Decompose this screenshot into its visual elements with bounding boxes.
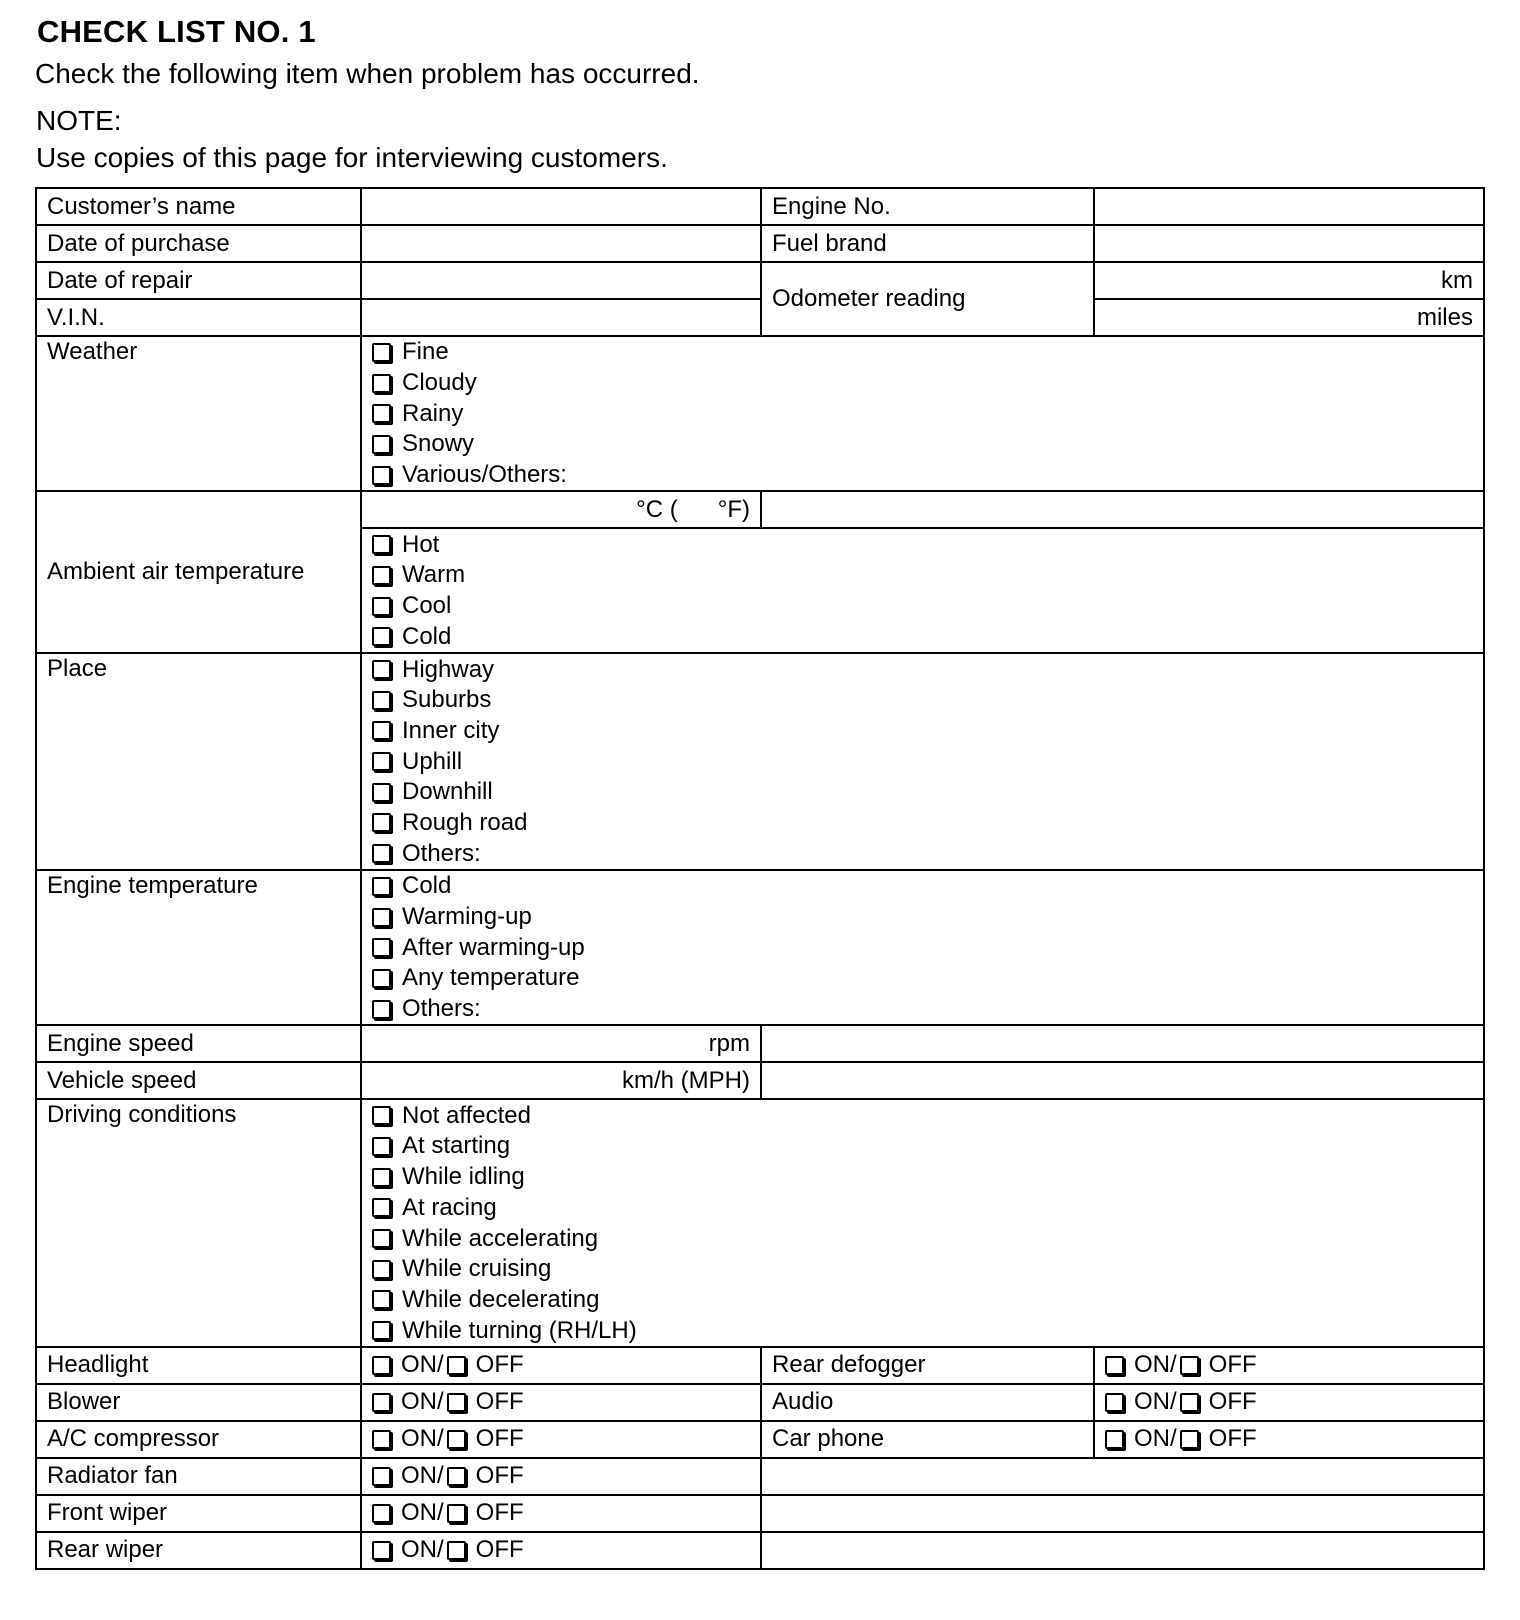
rear-defogger-label: Rear defogger [761,1347,1094,1384]
checkbox-icon[interactable] [372,1000,391,1019]
blower-switch [361,1384,761,1421]
checkbox-icon[interactable] [372,374,391,393]
ambient-option[interactable] [372,529,1473,560]
rear-wiper-label: Rear wiper [36,1532,361,1569]
date-of-repair-label: Date of repair [36,262,361,299]
option-label: Snowy [402,430,475,458]
table-row [36,299,1484,336]
checkbox-icon[interactable] [372,908,391,927]
off-checkbox-icon[interactable] [447,1430,466,1449]
table-row [36,1458,1484,1495]
driving-option[interactable] [372,1162,1473,1193]
headlight-label: Headlight [36,1347,361,1384]
on-label: ON/ [401,1388,444,1416]
off-checkbox-icon[interactable] [447,1467,466,1486]
option-label: Various/Others: [402,461,567,489]
option-label: Rainy [402,399,464,427]
blank-cell [761,1025,1484,1062]
on-checkbox-icon[interactable] [372,1430,391,1449]
checkbox-icon[interactable] [372,1137,391,1156]
driving-option[interactable] [372,1285,1473,1316]
driving-option[interactable] [372,1131,1473,1162]
table-row [36,1495,1484,1532]
engine-temp-option[interactable] [372,994,1473,1025]
page-title: CHECK LIST NO. 1 [37,14,316,49]
option-label: Not affected [402,1101,531,1129]
on-label: ON/ [1134,1351,1177,1379]
on-checkbox-icon[interactable] [372,1504,391,1523]
off-checkbox-icon[interactable] [447,1356,466,1375]
checkbox-icon[interactable] [372,813,391,832]
option-label: Any temperature [402,964,580,992]
checkbox-icon[interactable] [372,969,391,988]
table-row [36,1532,1484,1569]
ambient-temp-unit: °C ( °F) [636,495,750,523]
fuel-brand-field[interactable] [1094,225,1484,262]
option-label: Rough road [402,808,528,836]
driving-conditions-label: Driving conditions [36,1099,361,1347]
off-label: OFF [475,1536,524,1564]
option-label: Inner city [402,716,500,744]
off-checkbox-icon[interactable] [1180,1393,1199,1412]
checkbox-icon[interactable] [372,938,391,957]
place-label: Place [36,653,361,870]
on-checkbox-icon[interactable] [1105,1393,1124,1412]
note-text: Use copies of this page for interviewing customers. [36,142,668,173]
blank-cell [761,1458,1484,1495]
blank-cell [761,491,1484,528]
place-option[interactable] [372,838,1473,869]
option-label: Cool [402,592,452,620]
place-option[interactable] [372,685,1473,716]
blower-label: Blower [36,1384,361,1421]
off-label: OFF [1208,1388,1257,1416]
option-label: Hot [402,530,440,558]
option-label: Others: [402,995,481,1023]
table-row [36,653,1484,870]
checkbox-icon[interactable] [372,1106,391,1125]
note-label: NOTE: [36,105,122,136]
checkbox-icon[interactable] [372,627,391,646]
option-label: Warming-up [402,903,532,931]
checkbox-icon[interactable] [372,783,391,802]
off-label: OFF [1208,1351,1257,1379]
engine-no-field[interactable] [1094,188,1484,225]
driving-option[interactable] [372,1223,1473,1254]
option-label: Cold [402,622,452,650]
table-row [36,1099,1484,1347]
date-of-purchase-field[interactable] [361,225,761,262]
ambient-temp-field[interactable] [361,491,761,528]
driving-option[interactable] [372,1100,1473,1131]
off-label: OFF [475,1351,524,1379]
radiator-fan-label: Radiator fan [36,1458,361,1495]
rear-wiper-switch [361,1532,761,1569]
radiator-fan-switch [361,1458,761,1495]
ambient-option[interactable] [372,560,1473,591]
option-label: While turning (RH/LH) [402,1316,637,1344]
vehicle-speed-field[interactable]: km/h (MPH) [361,1062,761,1099]
weather-option[interactable] [372,337,1473,368]
option-label: Others: [402,839,481,867]
engine-temp-option[interactable] [372,963,1473,994]
engine-no-label: Engine No. [761,188,1094,225]
on-label: ON/ [401,1462,444,1490]
odometer-km-field[interactable]: km [1094,262,1484,299]
on-label: ON/ [1134,1425,1177,1453]
rear-defogger-switch [1094,1347,1484,1384]
on-checkbox-icon[interactable] [1105,1430,1124,1449]
weather-option[interactable] [372,398,1473,429]
weather-options [361,336,1484,491]
checkbox-icon[interactable] [372,877,391,896]
car-phone-label: Car phone [761,1421,1094,1458]
off-label: OFF [475,1388,524,1416]
engine-temp-options [361,870,1484,1025]
table-row [36,1347,1484,1384]
table-row [36,225,1484,262]
table-row [36,491,1484,528]
driving-option[interactable] [372,1193,1473,1224]
off-checkbox-icon[interactable] [1180,1356,1199,1375]
front-wiper-switch [361,1495,761,1532]
option-label: Fine [402,338,449,366]
off-checkbox-icon[interactable] [1180,1430,1199,1449]
checkbox-icon[interactable] [372,343,391,362]
driving-option[interactable] [372,1254,1473,1285]
option-label: Cold [402,872,452,900]
customers-name-label: Customer’s name [36,188,361,225]
on-label: ON/ [1134,1388,1177,1416]
checkbox-icon[interactable] [372,1168,391,1187]
vin-field[interactable] [361,299,761,336]
option-label: While cruising [402,1255,552,1283]
on-checkbox-icon[interactable] [372,1356,391,1375]
off-checkbox-icon[interactable] [447,1393,466,1412]
checkbox-icon[interactable] [372,844,391,863]
place-option[interactable] [372,808,1473,839]
checkbox-icon[interactable] [372,1290,391,1309]
audio-switch [1094,1384,1484,1421]
weather-label: Weather [36,336,361,491]
off-label: OFF [1208,1425,1257,1453]
ambient-temp-label: Ambient air temperature [36,491,361,653]
table-row [36,336,1484,491]
option-label: Highway [402,655,495,683]
engine-speed-label: Engine speed [36,1025,361,1062]
option-label: While idling [402,1163,525,1191]
odometer-reading-label: Odometer reading [761,262,1094,336]
vehicle-speed-label: Vehicle speed [36,1062,361,1099]
blank-cell [761,1062,1484,1099]
place-option[interactable] [372,777,1473,808]
headlight-switch [361,1347,761,1384]
engine-temp-option[interactable] [372,902,1473,933]
table-row [36,1025,1484,1062]
front-wiper-label: Front wiper [36,1495,361,1532]
date-of-repair-field[interactable] [361,262,761,299]
ambient-options [361,528,1484,653]
checkbox-icon[interactable] [372,435,391,454]
on-label: ON/ [401,1499,444,1527]
option-label: Uphill [402,747,463,775]
odometer-miles-field[interactable]: miles [1094,299,1484,336]
date-of-purchase-label: Date of purchase [36,225,361,262]
table-row [36,1062,1484,1099]
checklist-table [35,187,1485,1570]
checkbox-icon[interactable] [372,535,391,554]
table-row [36,1421,1484,1458]
ambient-option[interactable] [372,622,1473,653]
off-checkbox-icon[interactable] [447,1504,466,1523]
option-label: Downhill [402,778,493,806]
ac-compressor-label: A/C compressor [36,1421,361,1458]
checkbox-icon[interactable] [372,1229,391,1248]
checkbox-icon[interactable] [372,466,391,485]
weather-option[interactable] [372,368,1473,399]
fuel-brand-label: Fuel brand [761,225,1094,262]
option-label: Warm [402,561,466,589]
engine-temp-option[interactable] [372,871,1473,902]
place-options [361,653,1484,870]
car-phone-switch [1094,1421,1484,1458]
checkbox-icon[interactable] [372,660,391,679]
checkbox-icon[interactable] [372,566,391,585]
checkbox-icon[interactable] [372,1198,391,1217]
option-label: Suburbs [402,686,492,714]
place-option[interactable] [372,716,1473,747]
on-checkbox-icon[interactable] [372,1393,391,1412]
off-label: OFF [475,1499,524,1527]
customers-name-field[interactable] [361,188,761,225]
place-option[interactable] [372,654,1473,685]
ac-compressor-switch [361,1421,761,1458]
table-row [36,870,1484,1025]
driving-option[interactable] [372,1315,1473,1346]
on-label: ON/ [401,1425,444,1453]
checkbox-icon[interactable] [372,404,391,423]
checkbox-icon[interactable] [372,1321,391,1340]
off-label: OFF [475,1425,524,1453]
off-checkbox-icon[interactable] [447,1541,466,1560]
checkbox-icon[interactable] [372,1260,391,1279]
table-row [36,1384,1484,1421]
option-label: After warming-up [402,933,585,961]
page-subtitle: Check the following item when problem has occurred. [35,58,700,89]
option-label: Cloudy [402,369,477,397]
place-option[interactable] [372,746,1473,777]
checkbox-icon[interactable] [372,691,391,710]
ambient-option[interactable] [372,591,1473,622]
option-label: At racing [402,1193,497,1221]
option-label: At starting [402,1132,511,1160]
audio-label: Audio [761,1384,1094,1421]
checkbox-icon[interactable] [372,752,391,771]
blank-cell [761,1495,1484,1532]
on-checkbox-icon[interactable] [372,1467,391,1486]
off-label: OFF [475,1462,524,1490]
table-row [36,262,1484,299]
on-checkbox-icon[interactable] [372,1541,391,1560]
blank-cell [761,1532,1484,1569]
checkbox-icon[interactable] [372,597,391,616]
on-checkbox-icon[interactable] [1105,1356,1124,1375]
checkbox-icon[interactable] [372,721,391,740]
engine-speed-field[interactable]: rpm [361,1025,761,1062]
vin-label: V.I.N. [36,299,361,336]
option-label: While accelerating [402,1224,599,1252]
table-row [36,188,1484,225]
weather-option[interactable] [372,429,1473,460]
on-label: ON/ [401,1536,444,1564]
on-label: ON/ [401,1351,444,1379]
option-label: While decelerating [402,1285,600,1313]
engine-temp-option[interactable] [372,932,1473,963]
weather-option[interactable] [372,460,1473,491]
engine-temp-label: Engine temperature [36,870,361,1025]
driving-options [361,1099,1484,1347]
